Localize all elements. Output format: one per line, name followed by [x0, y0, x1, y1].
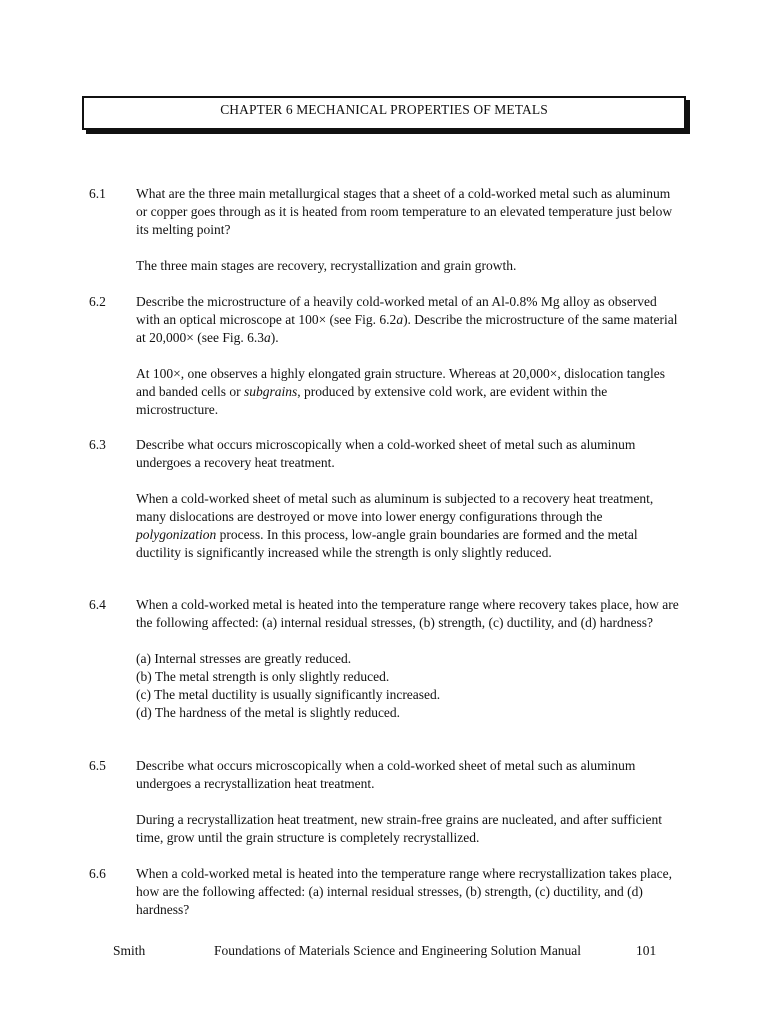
question-text: Describe the microstructure of a heavily cold-worked metal of an Al-0.8% Mg alloy as observed with an optical microscope at 100× (see Fig. 6.2a). Describe the microstructure of the same material at 20,000× (see Fig. 6.3a). — [136, 294, 678, 345]
problem-6-1 — [89, 185, 689, 275]
problem-number: 6.6 — [89, 866, 106, 881]
question-text: Describe what occurs microscopically when a cold-worked sheet of metal such as aluminum undergoes a recrystallization heat treatment. — [136, 758, 636, 791]
problem-6-2 — [89, 293, 689, 419]
list-item: (c) The metal ductility is usually significantly increased. — [136, 687, 441, 702]
answer-text: At 100×, one observes a highly elongated grain structure. Whereas at 20,000×, dislocation tangles and banded cells or subgrains, produced by extensive cold work, are evident within the microstructure. — [136, 366, 665, 417]
problem-6-6 — [89, 865, 689, 919]
chapter-title: CHAPTER 6 MECHANICAL PROPERTIES OF METALS — [220, 102, 548, 117]
footer-book-title: Foundations of Materials Science and Engineering Solution Manual — [214, 943, 582, 958]
problem-6-4 — [89, 596, 689, 722]
list-item: (a) Internal stresses are greatly reduced. — [136, 651, 352, 666]
fig-ref-a: a — [263, 330, 271, 345]
fig-ref-a: a — [396, 312, 404, 327]
answer-text: During a recrystallization heat treatment, new strain-free grains are nucleated, and after sufficient time, grow until the grain structure is completely recrystallized. — [136, 812, 663, 845]
footer-author: Smith — [113, 943, 146, 958]
italic-term: subgrains — [243, 384, 298, 399]
question-text: What are the three main metallurgical stages that a sheet of a cold-worked metal such as aluminum or copper goes through as it is heated from room temperature to an elevated temperature just below its melting point? — [136, 186, 673, 237]
page-number: 101 — [636, 943, 657, 958]
problem-number: 6.1 — [89, 186, 106, 201]
problem-6-3 — [89, 436, 689, 562]
answer-list — [136, 650, 681, 722]
answer-text: The three main stages are recovery, recrystallization and grain growth. — [136, 258, 517, 273]
question-text: Describe what occurs microscopically when a cold-worked sheet of metal such as aluminum undergoes a recovery heat treatment. — [136, 437, 636, 470]
question-text: When a cold-worked metal is heated into the temperature range where recovery takes place, how are the following affected: (a) internal residual stresses, (b) strength, (c) ductility, and (d) hardness? — [136, 597, 679, 630]
italic-term: polygonization — [136, 527, 217, 542]
problem-6-5 — [89, 757, 689, 847]
problem-number: 6.3 — [89, 437, 106, 452]
chapter-header-box — [82, 96, 686, 130]
problem-number: 6.5 — [89, 758, 106, 773]
problem-number: 6.4 — [89, 597, 106, 612]
list-item: (b) The metal strength is only slightly reduced. — [136, 669, 390, 684]
question-text: When a cold-worked metal is heated into the temperature range where recrystallization takes place, how are the following affected: (a) internal residual stresses, (b) strength, (c) ductility, and (d) hardness? — [136, 866, 673, 917]
list-item: (d) The hardness of the metal is slightly reduced. — [136, 705, 401, 720]
problem-number: 6.2 — [89, 294, 106, 309]
answer-text: When a cold-worked sheet of metal such as aluminum is subjected to a recovery heat treatment, many dislocations are destroyed or move into lower energy configurations through the polygonization process. In this process, low-angle grain boundaries are formed and the metal ductility is significantly increased while the strength is only slightly reduced. — [136, 491, 654, 560]
